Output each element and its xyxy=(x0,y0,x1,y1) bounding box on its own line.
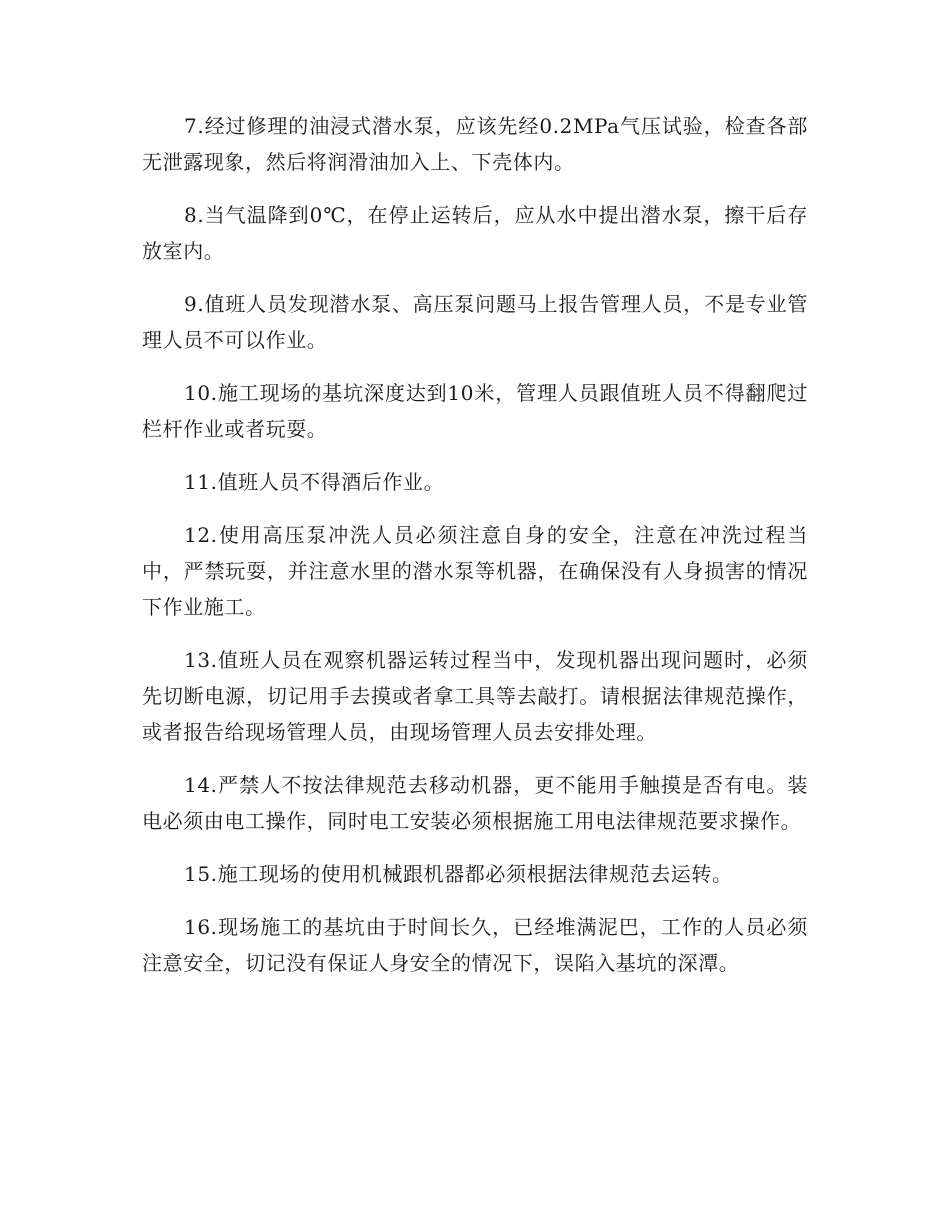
paragraph-item-12: 12.使用高压泵冲洗人员必须注意自身的安全，注意在冲洗过程当中，严禁玩耍，并注意水里的潜水泵等机器，在确保没有人身损害的情况下作业施工。 xyxy=(142,523,808,619)
paragraph-item-11: 11.值班人员不得酒后作业。 xyxy=(184,470,445,494)
paragraph-item-15: 15.施工现场的使用机械跟机器都必须根据法律规范去运转。 xyxy=(184,862,733,886)
paragraph-item-10: 10.施工现场的基坑深度达到10米，管理人员跟值班人员不得翻爬过栏杆作业或者玩耍。 xyxy=(142,381,808,441)
document-body xyxy=(142,108,808,998)
paragraph-item-8: 8.当气温降到0℃，在停止运转后，应从水中提出潜水泵，擦干后存放室内。 xyxy=(142,203,808,263)
paragraph-item-13: 13.值班人员在观察机器运转过程当中，发现机器出现问题时，必须先切断电源，切记用手去摸或者拿工具等去敲打。请根据法律规范操作，或者报告给现场管理人员，由现场管理人员去安排处理。 xyxy=(142,648,808,744)
paragraph-item-14: 14.严禁人不按法律规范去移动机器，更不能用手触摸是否有电。装电必须由电工操作，同时电工安装必须根据施工用电法律规范要求操作。 xyxy=(142,773,808,833)
paragraph-item-7: 7.经过修理的油浸式潜水泵，应该先经0.2MPa气压试验，检查各部无泄露现象，然后将润滑油加入上、下壳体内。 xyxy=(142,114,808,174)
paragraph-item-9: 9.值班人员发现潜水泵、高压泵问题马上报告管理人员，不是专业管理人员不可以作业。 xyxy=(142,292,808,352)
paragraph-item-16: 16.现场施工的基坑由于时间长久，已经堆满泥巴，工作的人员必须注意安全，切记没有保证人身安全的情况下，误陷入基坑的深潭。 xyxy=(142,915,808,975)
